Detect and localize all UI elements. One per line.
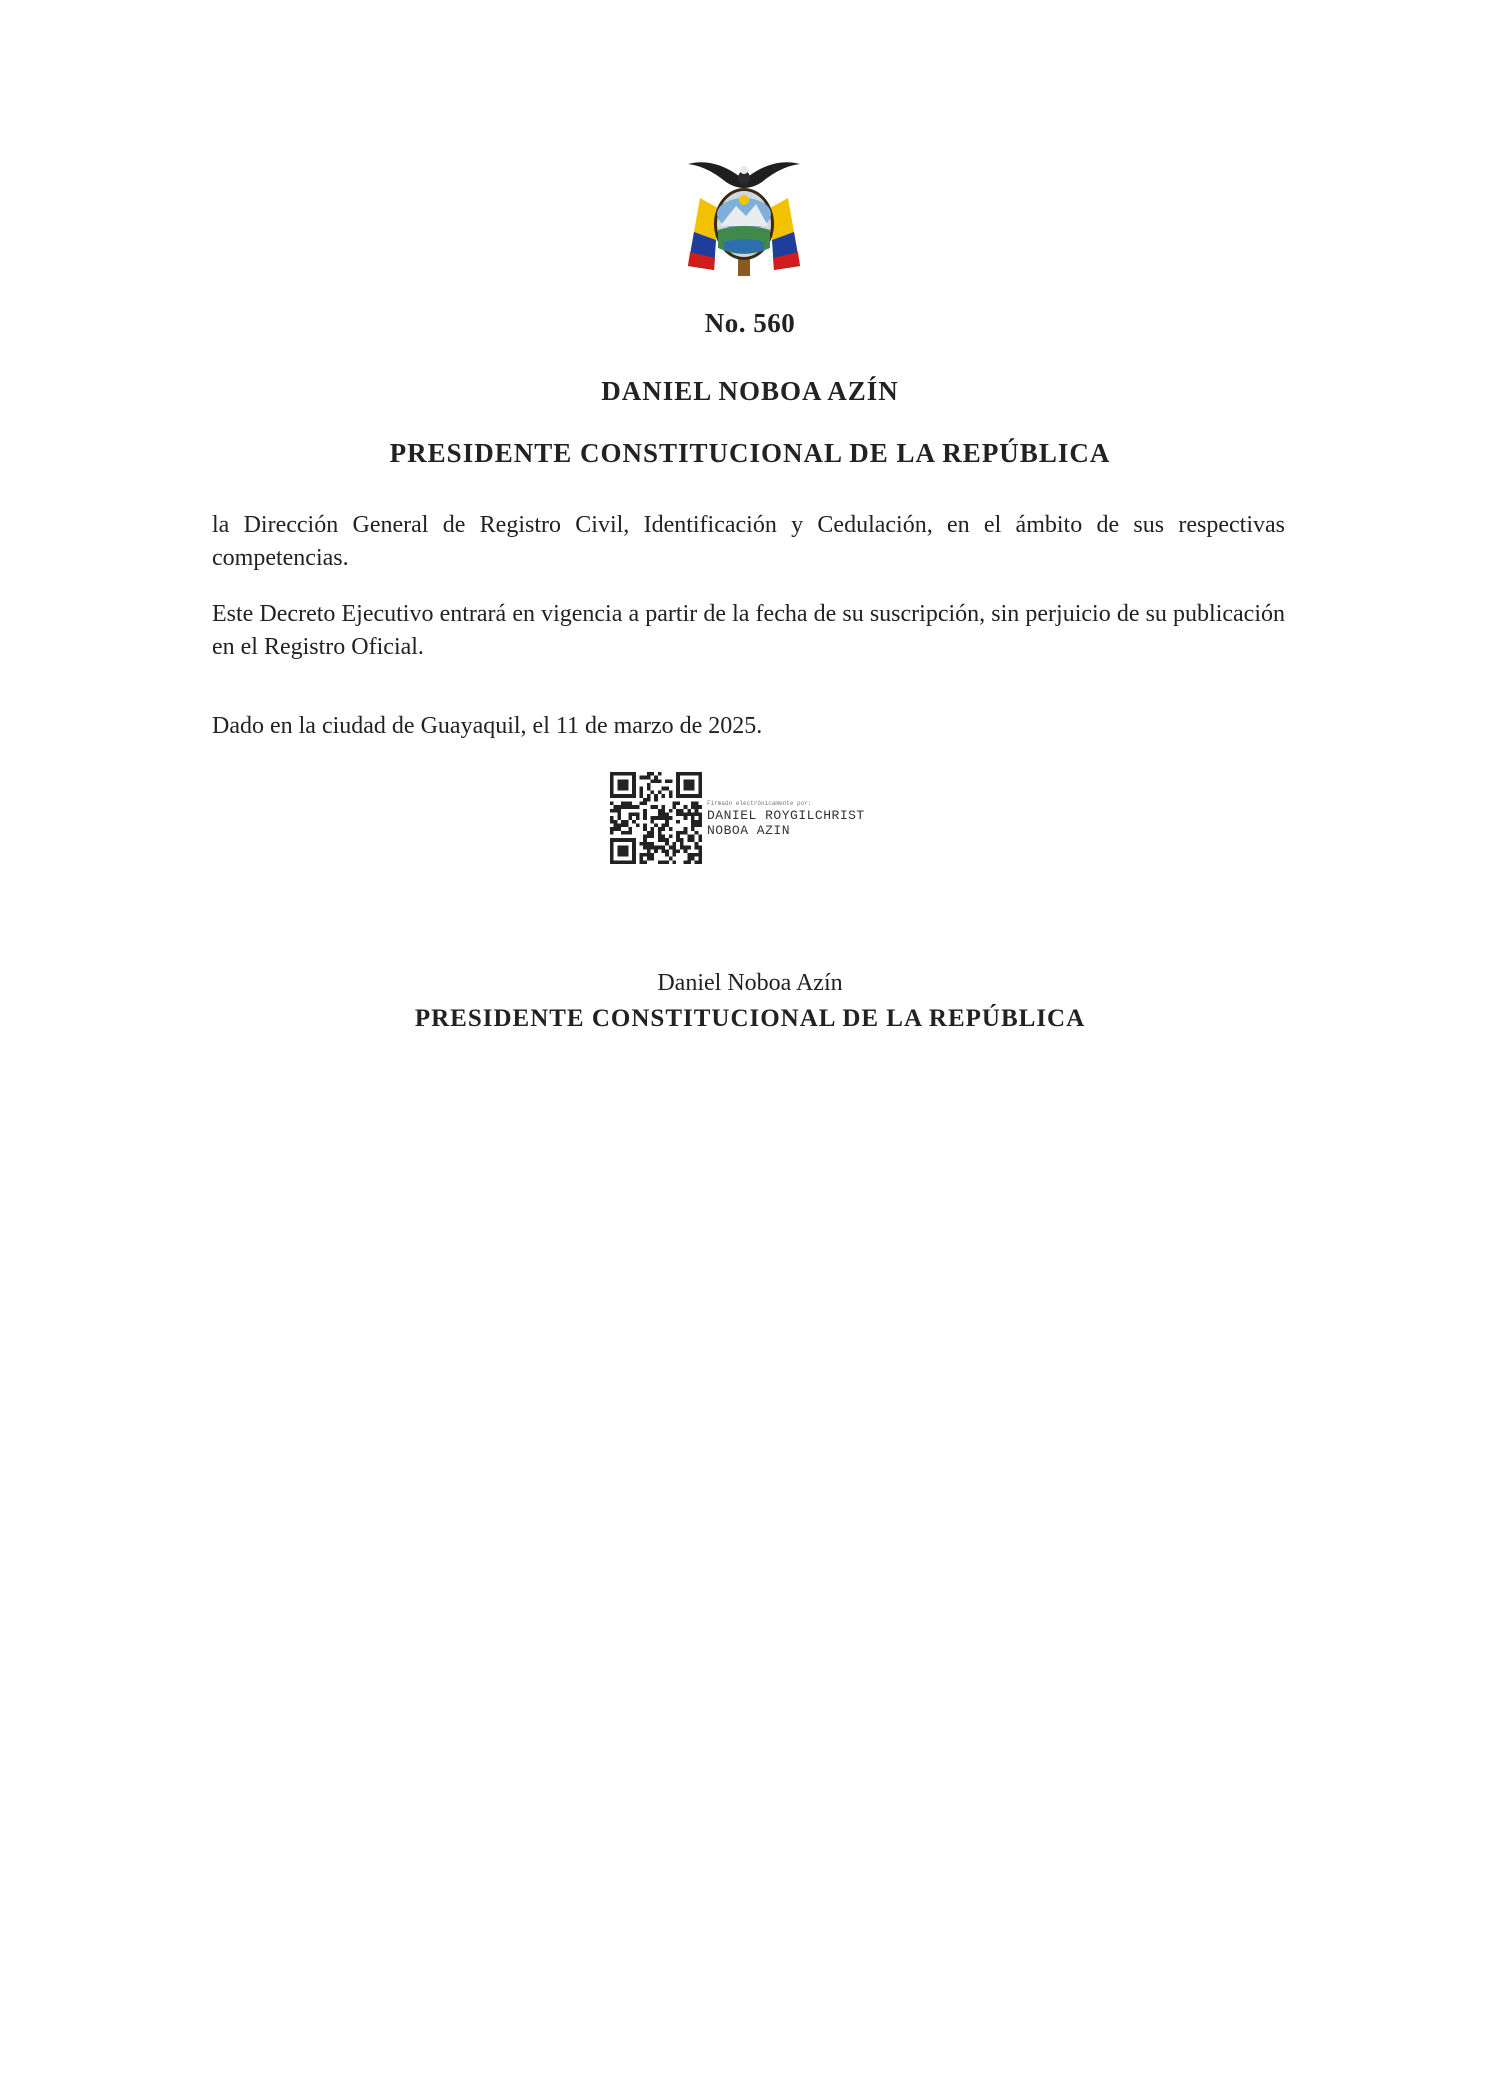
electronic-signature-stamp xyxy=(610,772,910,868)
ecuador-coat-of-arms-icon xyxy=(680,148,808,278)
paragraph-vigencia: Este Decreto Ejecutivo entrará en vigencia a partir de la fecha de su suscripción, sin perjuicio de su publicación en el Registro Oficial. xyxy=(212,601,1285,660)
president-name-heading: DANIEL NOBOA AZÍN xyxy=(601,376,899,406)
president-title-heading: PRESIDENTE CONSTITUCIONAL DE LA REPÚBLICA xyxy=(389,438,1111,468)
signature-stamp-name: DANIEL ROYGILCHRIST NOBOA AZIN xyxy=(707,808,865,838)
signer-title: PRESIDENTE CONSTITUCIONAL DE LA REPÚBLICA xyxy=(414,1005,1086,1032)
paragraph-lugar-fecha: Dado en la ciudad de Guayaquil, el 11 de marzo de 2025. xyxy=(212,713,763,739)
paragraph-competencias: la Dirección General de Registro Civil, Identificación y Cedulación, en el ámbito de sus respectivas competencias. xyxy=(212,512,1285,571)
qr-code-icon xyxy=(610,772,702,864)
signer-name: Daniel Noboa Azín xyxy=(657,970,843,996)
decree-number: No. 560 xyxy=(704,308,796,338)
signature-caption: Firmado electrónicamente por: xyxy=(707,800,812,807)
